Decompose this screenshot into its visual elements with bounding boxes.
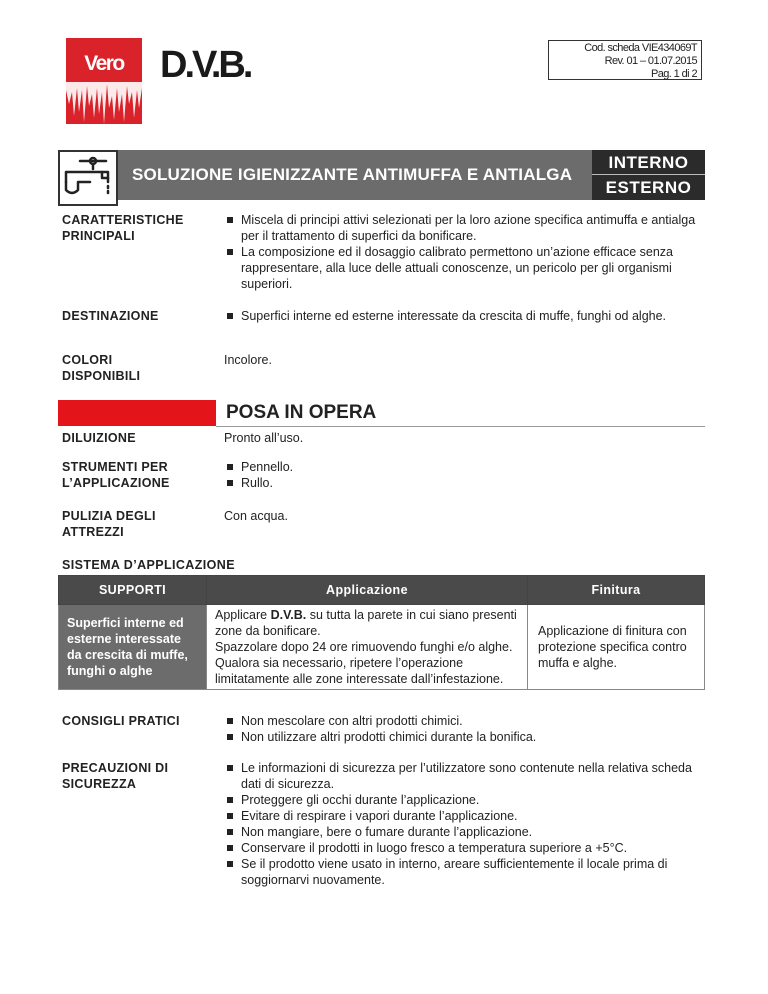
application-cell [207,605,528,690]
sistema-title: SISTEMA D’APPLICAZIONE [62,558,235,572]
col-applicazione: Applicazione [207,576,528,605]
list-item: Conservare il prodotti in luogo fresco a temperatura superiore a +5°C. [224,840,704,856]
application-step-2: Spazzolare dopo 24 ore rimuovendo funghi e/o alghe. [215,640,513,654]
application-step-1: Applicare D.V.B. su tutta la parete in cui siano presenti zone da bonificare. [215,608,517,638]
env-interno: INTERNO [592,150,705,175]
application-step-3: Qualora sia necessario, ripetere l’operazione limitatamente alle zone interessate dall’infestazione. [215,656,504,686]
environment-box [592,150,705,200]
colori-value: Incolore. [224,353,272,367]
faucet-icon [58,150,118,206]
doc-code: Cod. scheda VIE434069T [584,42,697,54]
col-finitura: Finitura [528,576,705,605]
support-cell: Superfici interne ed esterne interessate da crescita di muffe, funghi o alghe [59,605,207,690]
list-item: Pennello. [224,459,704,475]
pulizia-label: PULIZIA DEGLI ATTREZZI [62,509,156,539]
finish-cell: Applicazione di finitura con protezione specifica contro muffa e alghe. [528,605,705,690]
strumenti-content [224,459,704,491]
product-title: SOLUZIONE IGIENIZZANTE ANTIMUFFA E ANTIALGA [118,150,592,200]
application-table [58,575,705,690]
list-item: Miscela di principi attivi selezionati per la loro azione specifica antimuffa e antialga per il trattamento di superfici da bonificare. [224,212,704,244]
strumenti-label: STRUMENTI PER L’APPLICAZIONE [62,460,170,490]
destinazione-content [224,308,704,324]
brand-name: Vero [84,52,124,75]
product-ref: D.V.B. [270,608,307,622]
list-item: Superfici interne ed esterne interessate da crescita di muffe, funghi od alghe. [224,308,704,324]
consigli-label: CONSIGLI PRATICI [62,714,180,728]
product-code: D.V.B. [160,44,251,86]
diluizione-value: Pronto all’uso. [224,431,304,445]
diluizione-label: DILUIZIONE [62,431,136,445]
doc-revision: Rev. 01 – 01.07.2015 [604,55,697,67]
table-row [59,605,705,690]
colori-label: COLORI DISPONIBILI [62,353,141,383]
caratteristiche-label: CARATTERISTICHE PRINCIPALI [62,213,184,243]
destinazione-label: DESTINAZIONE [62,309,159,323]
list-item: Se il prodotto viene usato in interno, areare sufficientemente il locale prima di soggiornarvi nuovamente. [224,856,704,888]
posa-title: POSA IN OPERA [226,402,377,423]
list-item: Rullo. [224,475,704,491]
list-item: Evitare di respirare i vapori durante l’applicazione. [224,808,704,824]
pulizia-value: Con acqua. [224,509,288,523]
doc-page: Pag. 1 di 2 [651,68,697,80]
section-accent-bar [58,400,216,426]
caratteristiche-content [224,212,704,292]
list-item: La composizione ed il dosaggio calibrato permettono un’azione efficace senza rappresentare, alla luce delle attuali conoscenze, un pericolo per gli organismi superiori. [224,244,704,292]
document-info-box [548,40,702,80]
brand-logo [66,38,142,124]
table-header-row [59,576,705,605]
precauzioni-content [224,760,704,888]
posa-divider [216,426,705,427]
env-esterno: ESTERNO [605,178,692,197]
list-item: Non mangiare, bere o fumare durante l’applicazione. [224,824,704,840]
precauzioni-label: PRECAUZIONI DI SICUREZZA [62,761,169,791]
list-item: Proteggere gli occhi durante l’applicazione. [224,792,704,808]
col-supporti: SUPPORTI [59,576,207,605]
list-item: Le informazioni di sicurezza per l’utilizzatore sono contenute nella relativa scheda dati di sicurezza. [224,760,704,792]
list-item: Non utilizzare altri prodotti chimici durante la bonifica. [224,729,704,745]
consigli-content [224,713,704,745]
list-item: Non mescolare con altri prodotti chimici. [224,713,704,729]
logo-drips [66,78,142,124]
